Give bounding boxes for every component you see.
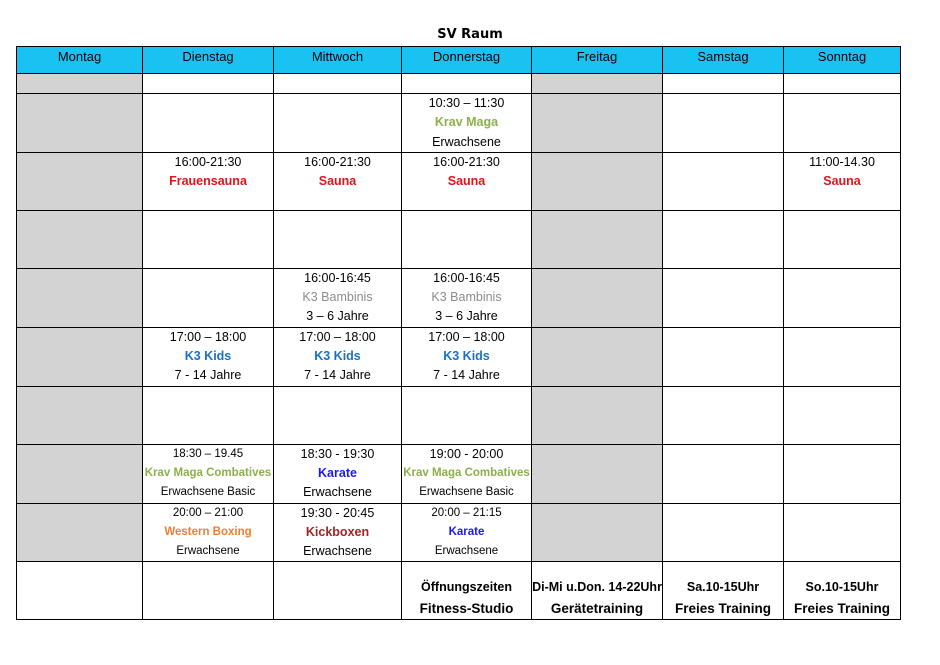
class-name: Krav Maga — [434, 115, 499, 130]
class-entry — [402, 268, 532, 327]
class-time: 18:30 – 19.45 — [172, 447, 244, 460]
footer-cell — [402, 562, 532, 620]
cell — [663, 327, 784, 386]
header-freitag: Freitag — [532, 47, 663, 74]
cell — [663, 444, 784, 503]
class-name: K3 Kids — [443, 349, 490, 364]
cell — [17, 503, 143, 562]
cell — [143, 386, 274, 444]
cell — [784, 444, 901, 503]
cell — [17, 94, 143, 153]
cell — [17, 74, 143, 94]
class-entry — [402, 503, 532, 562]
class-entry — [143, 327, 274, 386]
class-group: Erwachsene Basic — [160, 486, 256, 499]
class-entry — [143, 444, 274, 503]
cell — [17, 327, 143, 386]
table-row — [17, 386, 901, 444]
table-row — [17, 268, 901, 327]
class-entry — [274, 152, 402, 210]
footer-bottom: Freies Training — [793, 601, 891, 617]
class-time: 10:30 – 11:30 — [428, 96, 505, 110]
class-group: Erwachsene — [176, 545, 240, 558]
header-row — [17, 47, 901, 74]
table-row — [17, 152, 901, 210]
header-sonntag: Sonntag — [784, 47, 901, 74]
footer-cell — [532, 562, 663, 620]
class-name: Karate — [448, 525, 485, 538]
class-group: Erwachsene — [303, 544, 372, 559]
cell — [143, 74, 274, 94]
schedule-table — [16, 46, 901, 620]
header-dienstag: Dienstag — [143, 47, 274, 74]
cell — [143, 268, 274, 327]
class-group: 7 - 14 Jahre — [304, 368, 371, 383]
class-name: Sauna — [318, 174, 357, 189]
class-time: 18:30 - 19:30 — [300, 446, 375, 461]
class-time: 19:30 - 20:45 — [300, 505, 375, 520]
cell — [274, 74, 402, 94]
class-entry — [784, 152, 901, 210]
table-row — [17, 503, 901, 562]
class-name: K3 Kids — [184, 349, 232, 364]
class-time: 17:00 – 18:00 — [428, 329, 505, 344]
table-row — [17, 74, 901, 94]
class-entry — [402, 94, 532, 153]
class-name: Western Boxing — [164, 525, 252, 538]
class-entry — [274, 268, 402, 327]
class-name: K3 Kids — [314, 349, 361, 364]
table-row — [17, 210, 901, 268]
cell — [663, 210, 784, 268]
class-time: 16:00-16:45 — [433, 270, 500, 285]
header-montag: Montag — [17, 47, 143, 74]
footer-cell — [784, 562, 901, 620]
cell — [532, 268, 663, 327]
class-entry — [143, 152, 274, 210]
cell — [274, 210, 402, 268]
footer-bottom: Freies Training — [674, 601, 772, 617]
class-group: Erwachsene — [434, 545, 499, 558]
footer-top: Di-Mi u.Don. 14-22Uhr — [532, 580, 662, 595]
table-row — [17, 94, 901, 153]
footer-row — [17, 562, 901, 620]
cell — [274, 562, 402, 620]
cell — [784, 386, 901, 444]
class-time: 20:00 – 21:15 — [431, 506, 502, 519]
class-name: Sauna — [823, 174, 861, 189]
table-row — [17, 327, 901, 386]
cell — [532, 74, 663, 94]
class-name: K3 Bambinis — [302, 290, 373, 305]
cell — [663, 268, 784, 327]
class-time: 17:00 – 18:00 — [299, 329, 376, 344]
cell — [663, 386, 784, 444]
footer-top: So.10-15Uhr — [805, 580, 879, 595]
cell — [143, 94, 274, 153]
cell — [143, 562, 274, 620]
cell — [784, 327, 901, 386]
class-entry — [402, 327, 532, 386]
class-group: Erwachsene Basic — [419, 486, 514, 499]
footer-top: Öffnungszeiten — [421, 580, 512, 595]
footer-bottom: Gerätetraining — [550, 601, 644, 617]
class-group: 3 – 6 Jahre — [306, 309, 369, 324]
cell — [532, 152, 663, 210]
header-samstag: Samstag — [663, 47, 784, 74]
cell — [663, 74, 784, 94]
class-group: 7 - 14 Jahre — [174, 368, 242, 383]
class-entry — [274, 327, 402, 386]
cell — [17, 386, 143, 444]
class-name: Kickboxen — [305, 524, 370, 539]
class-time: 20:00 – 21:00 — [172, 506, 244, 519]
cell — [784, 94, 901, 153]
footer-cell — [663, 562, 784, 620]
cell — [532, 327, 663, 386]
header-donnerstag: Donnerstag — [402, 47, 532, 74]
class-name: Frauensauna — [169, 174, 247, 189]
footer-top: Sa.10-15Uhr — [686, 580, 760, 595]
cell — [663, 503, 784, 562]
cell — [532, 210, 663, 268]
cell — [532, 386, 663, 444]
class-name: Sauna — [447, 174, 486, 189]
class-time: 11:00-14.30 — [809, 154, 875, 169]
cell — [784, 503, 901, 562]
class-group: 7 - 14 Jahre — [433, 368, 500, 383]
cell — [402, 386, 532, 444]
class-name: Krav Maga Combatives — [403, 466, 530, 479]
cell — [663, 152, 784, 210]
cell — [402, 210, 532, 268]
cell — [17, 444, 143, 503]
cell — [784, 74, 901, 94]
class-time: 16:00-16:45 — [304, 270, 371, 285]
class-time: 19:00 - 20:00 — [429, 446, 504, 461]
cell — [784, 210, 901, 268]
cell — [532, 444, 663, 503]
cell — [532, 503, 663, 562]
header-mittwoch: Mittwoch — [274, 47, 402, 74]
class-time: 16:00-21:30 — [304, 154, 371, 169]
page-title: SV Raum — [437, 27, 503, 42]
class-time: 17:00 – 18:00 — [169, 329, 247, 344]
class-entry — [274, 444, 402, 503]
class-group: 3 – 6 Jahre — [435, 309, 498, 324]
class-entry — [143, 503, 274, 562]
footer-bottom: Fitness-Studio — [419, 601, 514, 617]
class-entry — [402, 152, 532, 210]
cell — [17, 210, 143, 268]
cell — [143, 210, 274, 268]
cell — [784, 268, 901, 327]
class-entry — [274, 503, 402, 562]
class-group: Erwachsene — [432, 134, 501, 149]
class-name: Karate — [318, 465, 357, 480]
class-name: K3 Bambinis — [431, 290, 502, 305]
cell — [402, 74, 532, 94]
cell — [274, 386, 402, 444]
cell — [17, 152, 143, 210]
cell — [663, 94, 784, 153]
cell — [17, 562, 143, 620]
class-entry — [402, 444, 532, 503]
class-name: Krav Maga Combatives — [144, 466, 272, 479]
cell — [274, 94, 402, 153]
class-group: Erwachsene — [303, 485, 372, 500]
cell — [17, 268, 143, 327]
cell — [532, 94, 663, 153]
class-time: 16:00-21:30 — [174, 154, 242, 169]
table-row — [17, 444, 901, 503]
class-time: 16:00-21:30 — [433, 154, 500, 169]
